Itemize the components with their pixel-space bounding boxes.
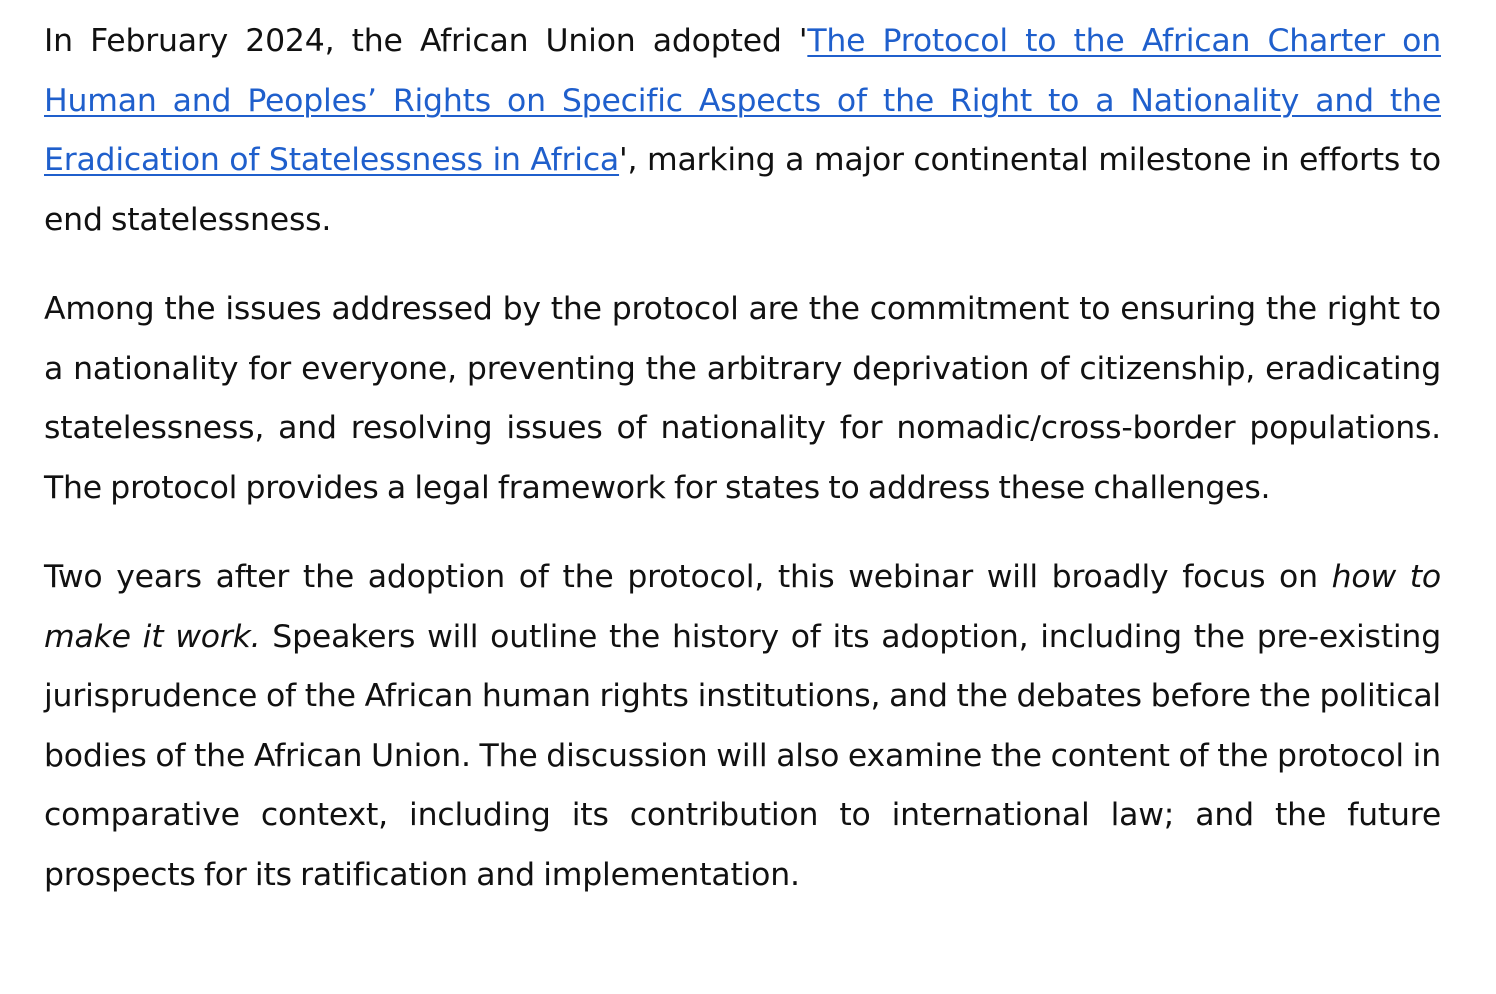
paragraph-intro	[44, 12, 1441, 250]
webinar-text-after: Speakers will outline the history of its adoption, including the pre-existing jurisprudence of the African human rights institutions, and the debates before the political bodies of the African Union. The discussion will also examine the content of the protocol in comparative context, including its contribution to international law; and the future prospects for its ratification and implementation.	[44, 618, 1441, 893]
protocol-link[interactable]: The Protocol to the African Charter on Human and Peoples’ Rights on Specific Aspects of the Right to a Nationality and the Eradication of Statelessness in Africa	[44, 23, 1441, 178]
webinar-text-before: Two years after the adoption of the protocol, this webinar will broadly focus on	[44, 559, 1332, 595]
paragraph-webinar	[44, 548, 1441, 905]
webinar-emphasis: how to make it work.	[44, 559, 1441, 655]
intro-text-after: ', marking a major continental milestone in efforts to end statelessness.	[44, 142, 1441, 238]
paragraph-issues: Among the issues addressed by the protocol are the commitment to ensuring the right to a nationality for everyone, preventing the arbitrary deprivation of citizenship, eradicating statelessness, and resolving issues of nationality for nomadic/cross-border populations. The protocol provides a legal framework for states to address these challenges.	[44, 291, 1441, 506]
intro-text-before: In February 2024, the African Union adopted '	[44, 23, 808, 59]
